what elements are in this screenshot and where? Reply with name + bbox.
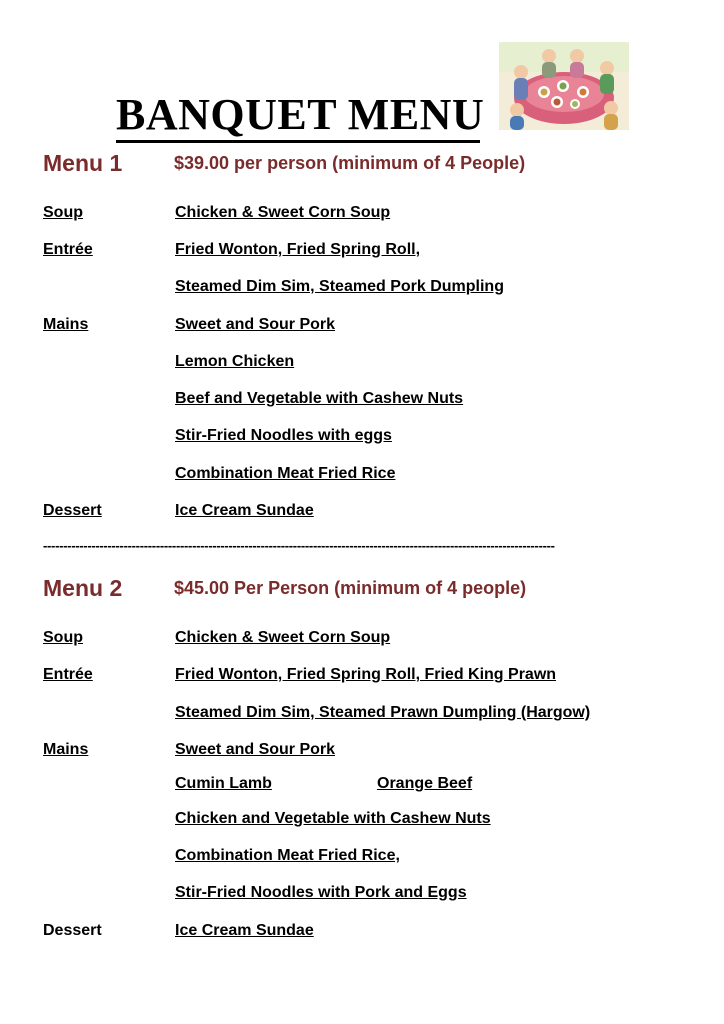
- menu2-price: $45.00 Per Person (minimum of 4 people): [174, 578, 527, 598]
- menu1-entree-item: Fried Wonton, Fried Spring Roll,: [175, 241, 421, 258]
- menu2-soup-item: Chicken & Sweet Corn Soup: [175, 629, 391, 646]
- menu1-name: Menu 1: [43, 150, 123, 176]
- menu2-entree-item: Fried Wonton, Fried Spring Roll, Fried King Prawn: [175, 666, 557, 683]
- menu2-mains-label: Mains: [43, 741, 89, 758]
- menu2-mains-item: Cumin Lamb: [175, 775, 272, 792]
- menu2-mains-item: Chicken and Vegetable with Cashew Nuts: [175, 810, 491, 827]
- menu2-mains-item: Sweet and Sour Pork: [175, 741, 336, 758]
- menu1-price: $39.00 per person (minimum of 4 People): [174, 153, 526, 173]
- page-title: BANQUET MENU: [116, 90, 480, 143]
- menu1-dessert-item: Ice Cream Sundae: [175, 502, 314, 519]
- menu1-entree-label: Entrée: [43, 241, 93, 258]
- menu1-soup-label: Soup: [43, 204, 83, 221]
- menu2-dessert-item: Ice Cream Sundae: [175, 922, 314, 939]
- menu1-mains-label: Mains: [43, 316, 89, 333]
- family-dining-illustration: [499, 42, 629, 130]
- menu2-name: Menu 2: [43, 575, 123, 601]
- menu2-mains-item: Combination Meat Fried Rice,: [175, 847, 400, 864]
- menu2-mains-item: Stir-Fried Noodles with Pork and Eggs: [175, 884, 467, 901]
- menu2-soup-label: Soup: [43, 629, 83, 646]
- menu1-mains-item: Lemon Chicken: [175, 353, 295, 370]
- menu2-entree-item: Steamed Dim Sim, Steamed Prawn Dumpling (Hargow): [175, 704, 591, 721]
- section-divider: -------------------------------------------------------------------------------------------------------------------------------: [43, 538, 555, 553]
- menu1-entree-item: Steamed Dim Sim, Steamed Pork Dumpling: [175, 278, 504, 295]
- menu2-entree-label: Entrée: [43, 666, 93, 683]
- menu2-dessert-label: Dessert: [43, 922, 102, 939]
- menu1-mains-item: Beef and Vegetable with Cashew Nuts: [175, 390, 464, 407]
- menu1-mains-item: Combination Meat Fried Rice: [175, 465, 396, 482]
- menu1-mains-item: Sweet and Sour Pork: [175, 316, 336, 333]
- menu2-mains-item: Orange Beef: [377, 775, 473, 792]
- menu1-dessert-label: Dessert: [43, 502, 102, 519]
- menu1-mains-item: Stir-Fried Noodles with eggs: [175, 427, 392, 444]
- menu1-soup-item: Chicken & Sweet Corn Soup: [175, 204, 391, 221]
